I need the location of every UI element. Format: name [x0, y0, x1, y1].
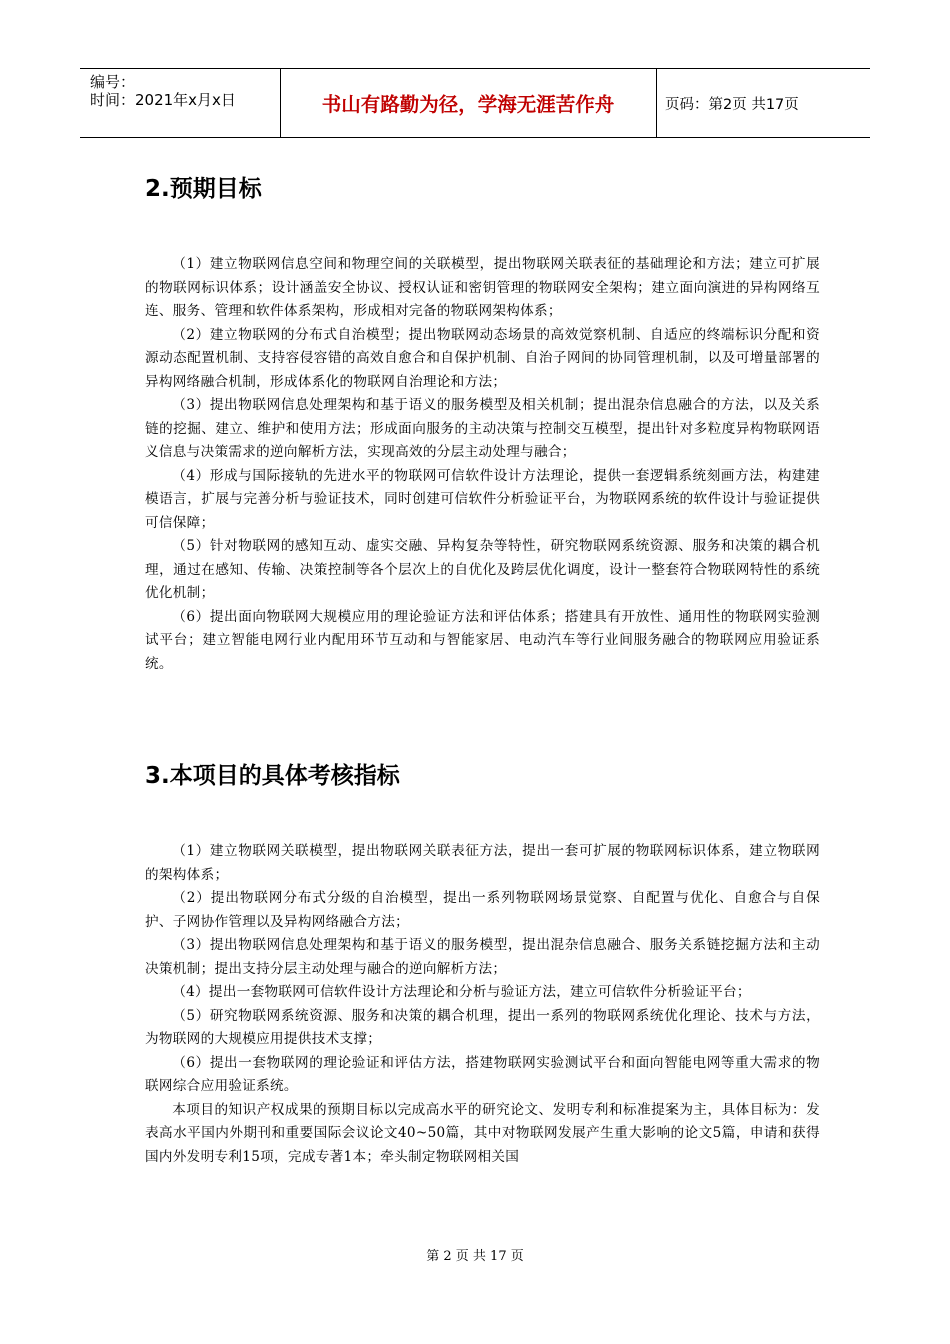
- paragraph: （3）提出物联网信息处理架构和基于语义的服务模型，提出混杂信息融合、服务关系链挖掘方法和主动决策机制；提出支持分层主动处理与融合的逆向解析方法；: [145, 937, 820, 977]
- paragraph: （4）形成与国际接轨的先进水平的物联网可信软件设计方法理论，提供一套逻辑系统刻画方法，构建建模语言，扩展与完善分析与验证技术，同时创建可信软件分析验证平台，为物联网系统的软件设计与验证提供可信保障；: [145, 467, 820, 531]
- header-page-cell: [656, 69, 870, 137]
- paragraph: （2）提出物联网分布式分级的自治模型，提出一系列物联网场景觉察、自配置与优化、自愈合与自保护、子网协作管理以及异构网络融合方法；: [145, 890, 820, 930]
- paragraph: （6）提出面向物联网大规模应用的理论验证方法和评估体系；搭建具有开放性、通用性的物联网实验测试平台；建立智能电网行业内配用环节互动和与智能家居、电动汽车等行业间服务融合的物联网应用验证系统。: [145, 608, 820, 672]
- paragraph: （5）研究物联网系统资源、服务和决策的耦合机理，提出一系列的物联网系统优化理论、技术与方法，为物联网的大规模应用提供技术支撑；: [145, 1007, 820, 1047]
- document-time-label: 时间：2021年x月x日: [90, 91, 236, 109]
- section-body-indicators: [145, 840, 820, 1169]
- page-header: [80, 68, 870, 138]
- paragraph: （3）提出物联网信息处理架构和基于语义的服务模型及相关机制；提出混杂信息融合的方法，以及关系链的挖掘、建立、维护和使用方法；形成面向服务的主动决策与控制交互模型，提出针对多粒度异构物联网语义信息与决策需求的逆向解析方法，实现高效的分层主动处理与融合；: [145, 397, 820, 460]
- paragraph: （4）提出一套物联网可信软件设计方法理论和分析与验证方法，建立可信软件分析验证平台；: [172, 984, 751, 1000]
- section-body-goals: [145, 253, 820, 676]
- paragraph: （1）建立物联网信息空间和物理空间的关联模型，提出物联网关联表征的基础理论和方法；建立可扩展的物联网标识体系；设计涵盖安全协议、授权认证和密钥管理的物联网安全架构；建立面向演进的异构网络互连、服务、管理和软件体系架构，形成相对完备的物联网架构体系；: [145, 256, 820, 319]
- header-motto-cell: [280, 69, 657, 137]
- section-heading-goals: 2.预期目标: [145, 176, 262, 202]
- document-code-label: 编号：: [90, 73, 136, 91]
- paragraph: （5）针对物联网的感知互动、虚实交融、异构复杂等特性，研究物联网系统资源、服务和决策的耦合机理，通过在感知、传输、决策控制等各个层次上的自优化及跨层优化调度，设计一整套符合物联网特性的系统优化机制；: [145, 538, 820, 601]
- header-meta: [80, 69, 281, 137]
- header-page-info: 页码：第2页 共17页: [665, 96, 799, 113]
- paragraph: （2）建立物联网的分布式自治模型；提出物联网动态场景的高效觉察机制、自适应的终端标识分配和资源动态配置机制、支持容侵容错的高效自愈合和自保护机制、自治子网间的协同管理机制，以及可增量部署的异构网络融合机制，形成体系化的物联网自治理论和方法；: [145, 326, 820, 390]
- paragraph: 本项目的知识产权成果的预期目标以完成高水平的研究论文、发明专利和标准提案为主，具体目标为：发表高水平国内外期刊和重要国际会议论文40~50篇，其中对物联网发展产生重大影响的论文5篇，申请和获得国内外发明专利15项，完成专著1本；牵头制定物联网相关国: [145, 1101, 820, 1165]
- page-footer: 第 2 页 共 17 页: [426, 1249, 524, 1264]
- paragraph: （1）建立物联网关联模型，提出物联网关联表征方法，提出一套可扩展的物联网标识体系，建立物联网的架构体系；: [145, 843, 820, 883]
- header-motto: 书山有路勤为径，学海无涯苦作舟: [321, 93, 615, 116]
- section-heading-indicators: 3.本项目的具体考核指标: [145, 763, 400, 789]
- paragraph: （6）提出一套物联网的理论验证和评估方法，搭建物联网实验测试平台和面向智能电网等重大需求的物联网综合应用验证系统。: [145, 1054, 820, 1094]
